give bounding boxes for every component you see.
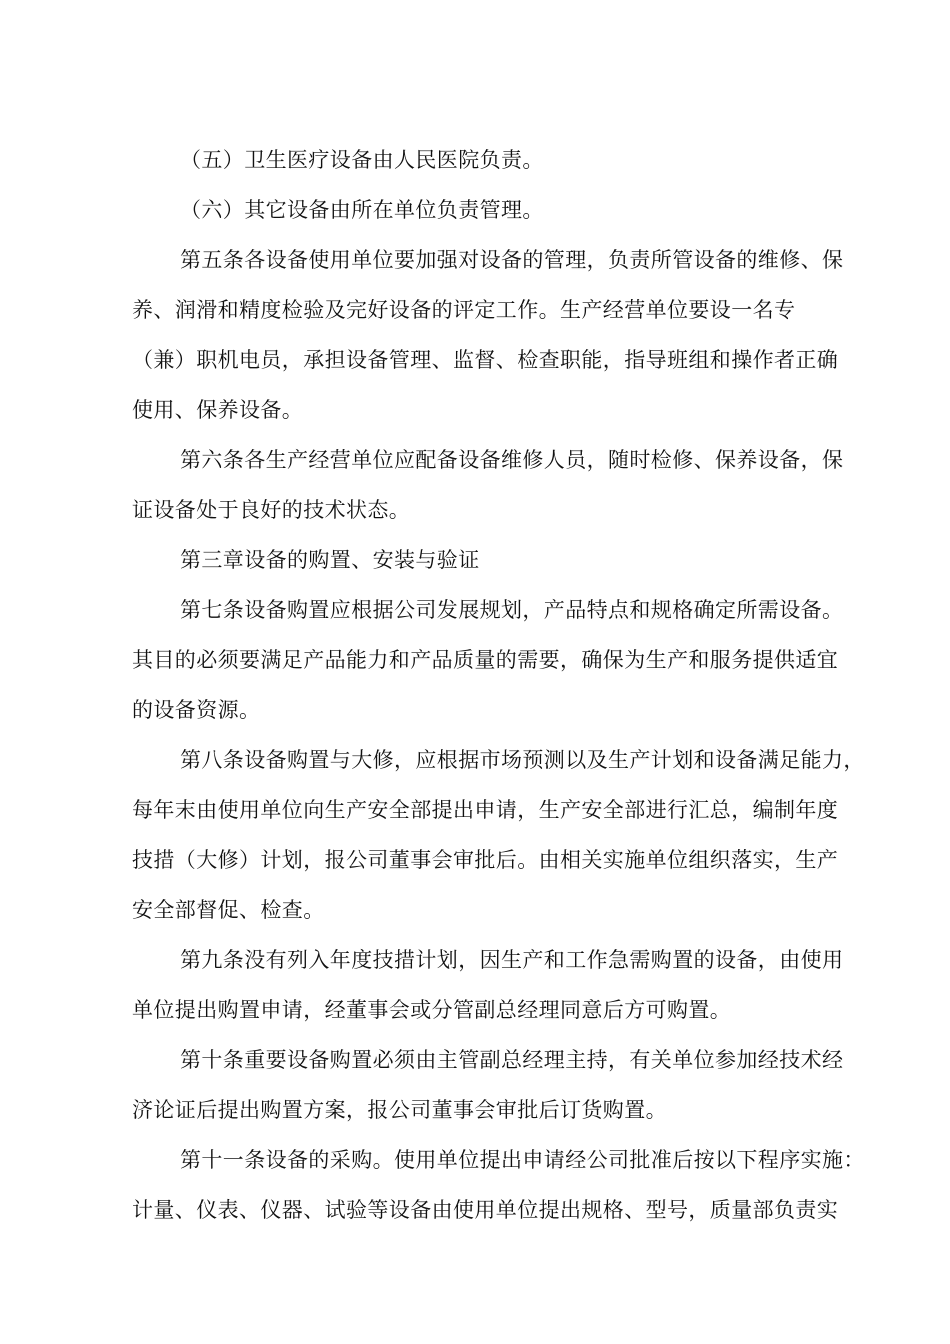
text-line: 第九条没有列入年度技措计划，因生产和工作急需购置的设备，由使用 <box>180 948 844 972</box>
text-line: 济论证后提出购置方案，报公司董事会审批后订货购置。 <box>132 1098 667 1122</box>
text-line: 计量、仪表、仪器、试验等设备由使用单位提出规格、型号，质量部负责实 <box>132 1198 839 1222</box>
chapter-heading <box>132 535 877 585</box>
text-line: 的设备资源。 <box>132 698 261 722</box>
paragraph <box>132 185 877 235</box>
paragraph <box>132 735 877 935</box>
text-line: 第三章设备的购置、安装与验证 <box>180 548 480 572</box>
text-line: 安全部督促、检查。 <box>132 898 325 922</box>
paragraph <box>132 135 877 185</box>
paragraph <box>132 435 877 535</box>
text-line: 第七条设备购置应根据公司发展规划，产品特点和规格确定所需设备。 <box>180 598 844 622</box>
paragraph <box>132 585 877 735</box>
text-line: 养、润滑和精度检验及完好设备的评定工作。生产经营单位要设一名专 <box>132 298 796 322</box>
text-line: （兼）职机电员，承担设备管理、监督、检查职能，指导班组和操作者正确 <box>132 348 839 372</box>
text-line: 第十一条设备的采购。使用单位提出申请经公司批准后按以下程序实施： <box>180 1148 865 1172</box>
text-line: 第八条设备购置与大修，应根据市场预测以及生产计划和设备满足能力， <box>180 748 865 772</box>
paragraph <box>132 935 877 1035</box>
paragraph <box>132 1135 877 1235</box>
text-line: 第五条各设备使用单位要加强对设备的管理，负责所管设备的维修、保 <box>180 248 844 272</box>
paragraph <box>132 1035 877 1135</box>
text-line: （六）其它设备由所在单位负责管理。 <box>180 198 544 222</box>
text-line: 技措（大修）计划，报公司董事会审批后。由相关实施单位组织落实，生产 <box>132 848 839 872</box>
text-line: 证设备处于良好的技术状态。 <box>132 498 411 522</box>
paragraph <box>132 235 877 435</box>
text-line: 每年末由使用单位向生产安全部提出申请，生产安全部进行汇总，编制年度 <box>132 798 839 822</box>
text-line: 第十条重要设备购置必须由主管副总经理主持，有关单位参加经技术经 <box>180 1048 844 1072</box>
text-line: 单位提出购置申请，经董事会或分管副总经理同意后方可购置。 <box>132 998 732 1022</box>
text-line: 使用、保养设备。 <box>132 398 304 422</box>
text-line: （五）卫生医疗设备由人民医院负责。 <box>180 148 544 172</box>
document-body <box>132 135 877 1235</box>
text-line: 其目的必须要满足产品能力和产品质量的需要，确保为生产和服务提供适宜 <box>132 648 839 672</box>
text-line: 第六条各生产经营单位应配备设备维修人员，随时检修、保养设备，保 <box>180 448 844 472</box>
